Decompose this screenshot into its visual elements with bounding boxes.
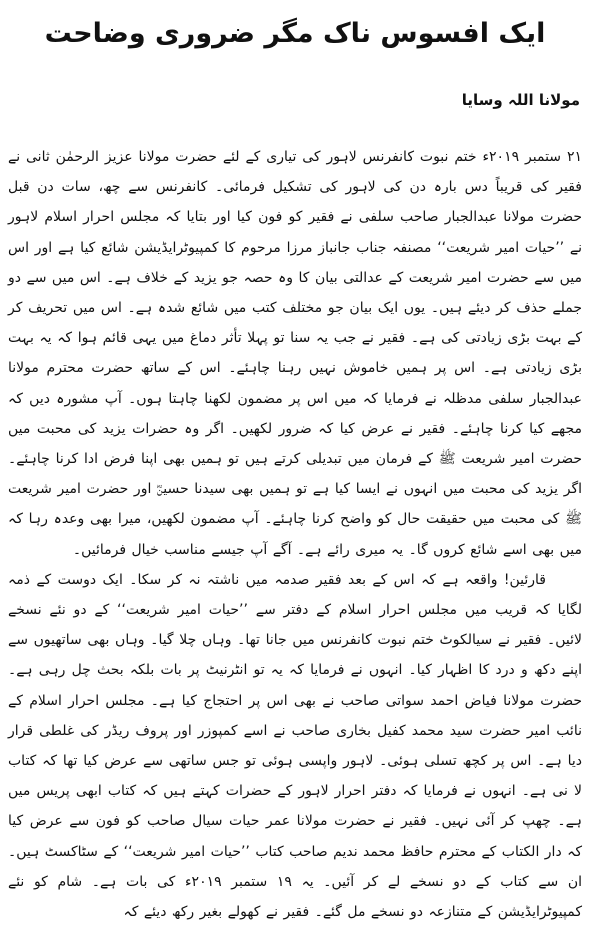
article-body [8, 142, 582, 927]
article-author: مولانا اللہ وسایا [461, 91, 580, 109]
article-paragraph: ۲۱ ستمبر ۲۰۱۹ء ختم نبوت کانفرنس لاہور کی تیاری کے لئے حضرت مولانا عزیز الرحمٰن ثانی نے فقیر کی قریباً دس بارہ دن کی لاہور کی تشکیل فرمائی۔ کانفرنس سے چھ، سات دن قبل حضرت مولانا عبدالجبار صاحب سلفی نے فقیر کو فون کیا اور بتایا کہ مجلس احرار اسلام لاہور نے ’’حیات امیر شریعت‘‘ مصنفہ جناب جانباز مرزا مرحوم کا کمپیوٹرایڈیشن شائع کیا ہے اور اس میں سے حضرت امیر شریعت کے عدالتی بیان کا وہ حصہ جو یزید کے خلاف ہے۔ اس میں سے دو جملے حذف کر دیئے ہیں۔ یوں ایک بیان جو مختلف کتب میں شائع شدہ ہے۔ اس میں تحریف کر کے بہت بڑی زیادتی کی ہے۔ فقیر نے جب یہ سنا تو پہلا تأثر دماغ میں یہی قائم ہوا کہ یہ بہت بڑی زیادتی ہے۔ اس پر ہمیں خاموش نہیں رہنا چاہئے۔ اس کے ساتھ حضرت محترم مولانا عبدالجبار سلفی مدظلہ نے فرمایا کہ میں اس پر مضمون لکھنا چاہتا ہوں۔ آپ مشورہ دیں کہ مجھے کیا کرنا چاہئے۔ فقیر نے عرض کیا کہ ضرور لکھیں۔ اگر وہ حضرات یزید کی محبت میں حضرت امیر شریعت ﷺ کے فرمان میں تبدیلی کرتے ہیں تو ہمیں بھی اپنا فرض ادا کرنا چاہئے۔ اگر یزید کی محبت میں انہوں نے ایسا کیا ہے تو ہمیں بھی سیدنا حسینؓ اور حضرت امیر شریعت ﷺ کی محبت میں حقیقت حال کو واضح کرنا چاہئے۔ آپ مضمون لکھیں، میرا بھی وعدہ رہا کہ میں بھی اسے شائع کروں گا۔ یہ میری رائے ہے۔ آگے آپ جیسے مناسب خیال فرمائیں۔ [8, 149, 582, 558]
article-title: ایک افسوس ناک مگر ضروری وضاحت [44, 18, 546, 49]
article-paragraph: قارئین! واقعہ ہے کہ اس کے بعد فقیر صدمہ میں ناشتہ نہ کر سکا۔ ایک دوست کے ذمہ لگایا کہ قریب میں مجلس احرار اسلام کے دفتر سے ’’حیات امیر شریعت‘‘ کے دو نئے نسخے لائیں۔ فقیر نے سیالکوٹ ختم نبوت کانفرنس میں جانا تھا۔ وہاں چلا گیا۔ وہاں بھی ساتھیوں سے اپنے دکھ و درد کا اظہار کیا۔ انہوں نے فرمایا کہ یہ تو انٹرنیٹ پر بات بلکہ بحث چل رہی ہے۔ حضرت مولانا فیاض احمد سواتی صاحب نے بھی اس پر احتجاج کیا ہے۔ مجلس احرار اسلام کے نائب امیر حضرت سید محمد کفیل بخاری صاحب نے اسے کمپوزر اور پروف ریڈر کی غلطی قرار دیا ہے۔ اس پر کچھ تسلی ہوئی۔ لاہور واپسی ہوئی تو جس ساتھی سے عرض کیا تھا کہ کتاب لا نی ہے۔ انہوں نے فرمایا کہ دفتر احرار لاہور کے حضرات کہتے ہیں کہ کتاب ابھی پریس میں ہے۔ چھپ کر آئی نہیں۔ فقیر نے حضرت مولانا عمر حیات سیال صاحب کو فون سے عرض کیا کہ دار الکتاب کے محترم حافظ محمد ندیم صاحب کتاب ’’حیات امیر شریعت‘‘ کے سٹاکسٹ ہیں۔ ان سے کتاب کے دو نسخے لے کر آئیں۔ یہ ۱۹ ستمبر ۲۰۱۹ء کی بات ہے۔ شام کو نئے کمپیوٹرایڈیشن کے متنازعہ دو نسخے مل گئے۔ فقیر نے کھولے بغیر رکھ دیئے کہ [8, 571, 582, 921]
